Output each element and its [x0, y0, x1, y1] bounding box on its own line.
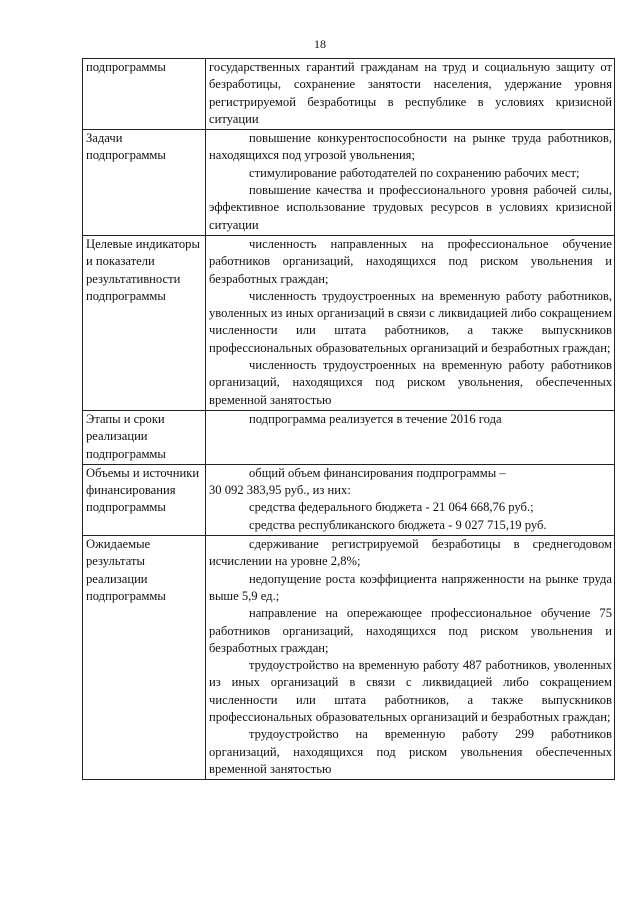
row-label: Объемы и источники финансирования подпрограммы: [83, 464, 206, 535]
table-row: [83, 59, 615, 130]
row-content: [206, 536, 615, 780]
table-row: [83, 464, 615, 535]
table-row: [83, 235, 615, 410]
row-content: [206, 410, 615, 464]
paragraph: государственных гарантий гражданам на труд и социальную защиту от безработицы, сохранение занятости населения, удержание уровня регистрируемой безработицы в республике в условиях кризисной ситуации: [209, 60, 612, 126]
paragraph: подпрограмма реализуется в течение 2016 года: [249, 411, 502, 426]
row-content: [206, 130, 615, 236]
row-label: Задачи подпрограммы: [83, 130, 206, 236]
paragraph: средства республиканского бюджета - 9 027 715,19 руб.: [249, 517, 547, 532]
paragraph: численность направленных на профессиональное обучение работников организаций, находящихся под риском увольнения и безработных граждан;: [209, 236, 612, 286]
row-label: Ожидаемые результаты реализации подпрограммы: [83, 536, 206, 780]
row-label: Этапы и сроки реализации подпрограммы: [83, 410, 206, 464]
paragraph: 30 092 383,95 руб., из них:: [209, 483, 351, 498]
paragraph: недопущение роста коэффициента напряженности на рынке труда выше 5,9 ед.;: [209, 571, 612, 603]
row-label: Целевые индикаторы и показатели результативности подпрограммы: [83, 235, 206, 410]
paragraph: численность трудоустроенных на временную работу работников организаций, находящихся под риском увольнения, обеспеченных временной занятостью: [209, 358, 612, 407]
paragraph: повышение конкурентоспособности на рынке труда работников, находящихся под угрозой увольнения;: [209, 131, 612, 163]
paragraph: общий объем финансирования подпрограммы –: [249, 465, 506, 480]
row-content: [206, 59, 615, 130]
row-content: [206, 464, 615, 535]
paragraph: трудоустройство на временную работу 487 работников, уволенных из иных организаций в связи с ликвидацией либо сокращением численности или штата работников, а также выпускников профессиональных образовательных организаций и безработных граждан;: [209, 658, 612, 724]
row-label: подпрограммы: [83, 59, 206, 130]
page-number: 18: [314, 37, 326, 51]
paragraph: стимулирование работодателей по сохранению рабочих мест;: [249, 165, 580, 180]
subprogram-passport-table: [82, 58, 615, 780]
paragraph: средства федерального бюджета - 21 064 668,76 руб.;: [249, 500, 534, 515]
paragraph: сдерживание регистрируемой безработицы в среднегодовом исчислении на уровне 2,8%;: [209, 537, 612, 569]
table-row: [83, 536, 615, 780]
paragraph: численность трудоустроенных на временную работу работников, уволенных из иных организаций в связи с ликвидацией либо сокращением численности или штата работников, а также выпускников профессиональных образовательных организаций и безработных граждан;: [209, 288, 612, 355]
table-row: [83, 410, 615, 464]
table-row: [83, 130, 615, 236]
paragraph: направление на опережающее профессиональное обучение 75 работников организаций, находящихся под риском увольнения и безработных граждан;: [209, 606, 612, 655]
paragraph: повышение качества и профессионального уровня рабочей силы, эффективное использование трудовых ресурсов в условиях кризисной ситуации: [209, 183, 612, 232]
row-content: [206, 235, 615, 410]
paragraph: трудоустройство на временную работу 299 работников организаций, находящихся под риском увольнения обеспеченных временной занятостью: [209, 727, 612, 776]
